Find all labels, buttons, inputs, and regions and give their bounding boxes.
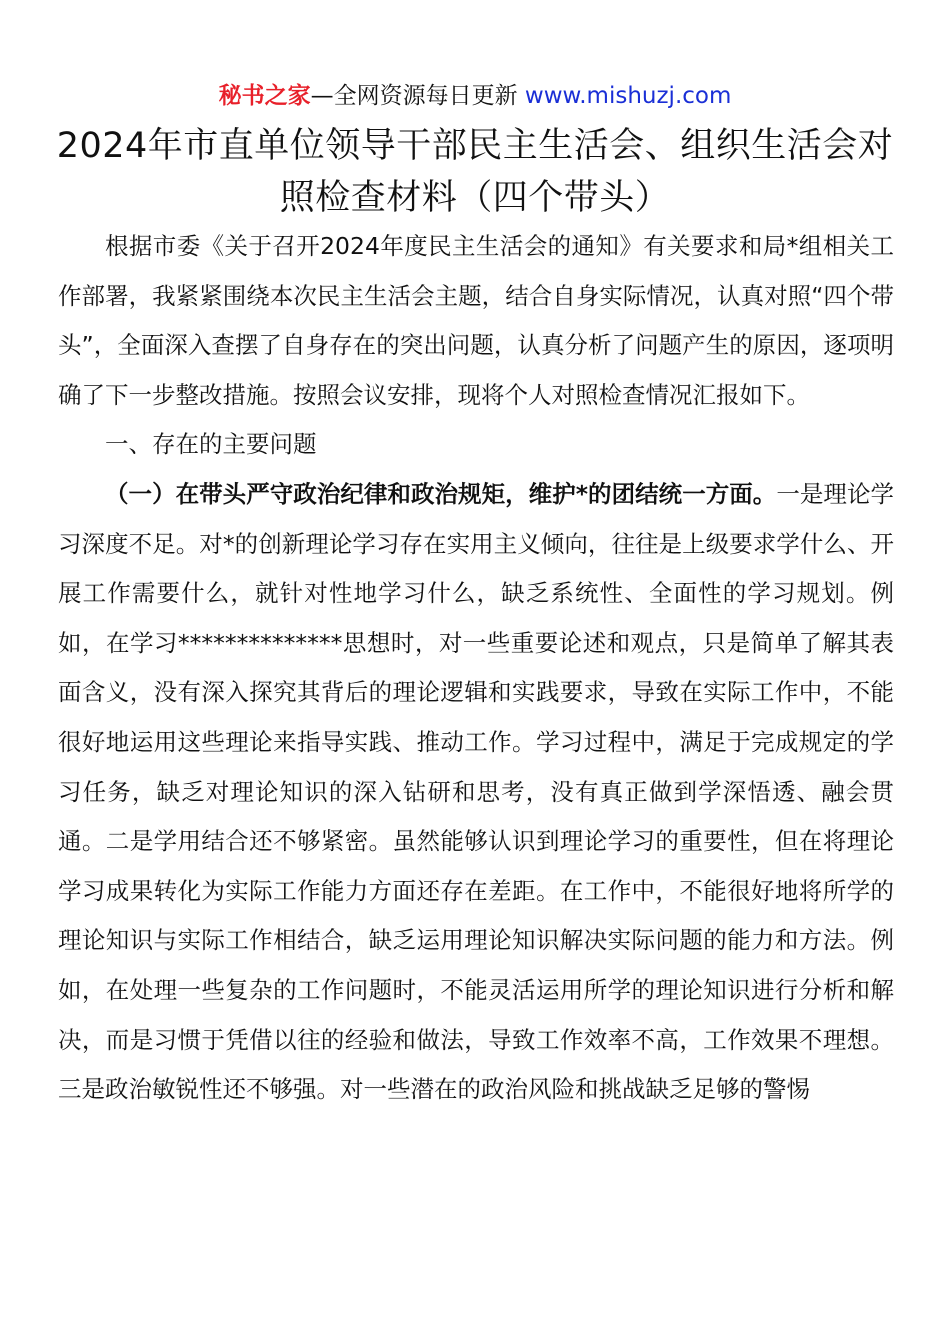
item-heading: （一）在带头严守政治纪律和政治规矩，维护*的团结统一方面。 bbox=[105, 479, 777, 508]
site-brand: 秘书之家 bbox=[218, 83, 311, 109]
intro-paragraph: 根据市委《关于召开2024年度民主生活会的通知》有关要求和局*组相关工作部署，我紧紧围绕本次民主生活会主题，结合自身实际情况，认真对照“四个带头”，全面深入查摆了自身存在的突出问题，认真分析了问题产生的原因，逐项明确了下一步整改措施。按照会议安排，现将个人对照检查情况汇报如下。 bbox=[58, 232, 894, 409]
site-url-link[interactable]: www.mishuzj.com bbox=[524, 83, 732, 109]
item-text: 一是理论学习深度不足。对*的创新理论学习存在实用主义倾向，往往是上级要求学什么、开展工作需要什么，就针对性地学习什么，缺乏系统性、全面性的学习规划。例如，在学习**************思想时，对一些重要论述和观点，只是简单了解其表面含义，没有深入探究其背后的理论逻辑和实践要求，导致在实际工作中，不能很好地运用这些理论来指导实践、推动工作。学习过程中，满足于完成规定的学习任务，缺乏对理论知识的深入钻研和思考，没有真正做到学深悟透、融会贯通。二是学用结合还不够紧密。虽然能够认识到理论学习的重要性，但在将理论学习成果转化为实际工作能力方面还存在差距。在工作中，不能很好地将所学的理论知识与实际工作相结合，缺乏运用理论知识解决实际问题的能力和方法。例如，在处理一些复杂的工作问题时，不能灵活运用所学的理论知识进行分析和解决，而是习惯于凭借以往的经验和做法，导致工作效率不高，工作效果不理想。三是政治敏锐性还不够强。对一些潜在的政治风险和挑战缺乏足够的警惕 bbox=[58, 479, 895, 1104]
item-paragraph bbox=[58, 470, 894, 1115]
section-heading: 一、存在的主要问题 bbox=[105, 430, 317, 459]
document-title: 2024年市直单位领导干部民主生活会、组织生活会对照检查材料（四个带头） bbox=[56, 126, 894, 218]
site-header bbox=[0, 80, 950, 112]
document-body bbox=[58, 222, 894, 1115]
site-tagline: —全网资源每日更新 bbox=[310, 83, 525, 109]
